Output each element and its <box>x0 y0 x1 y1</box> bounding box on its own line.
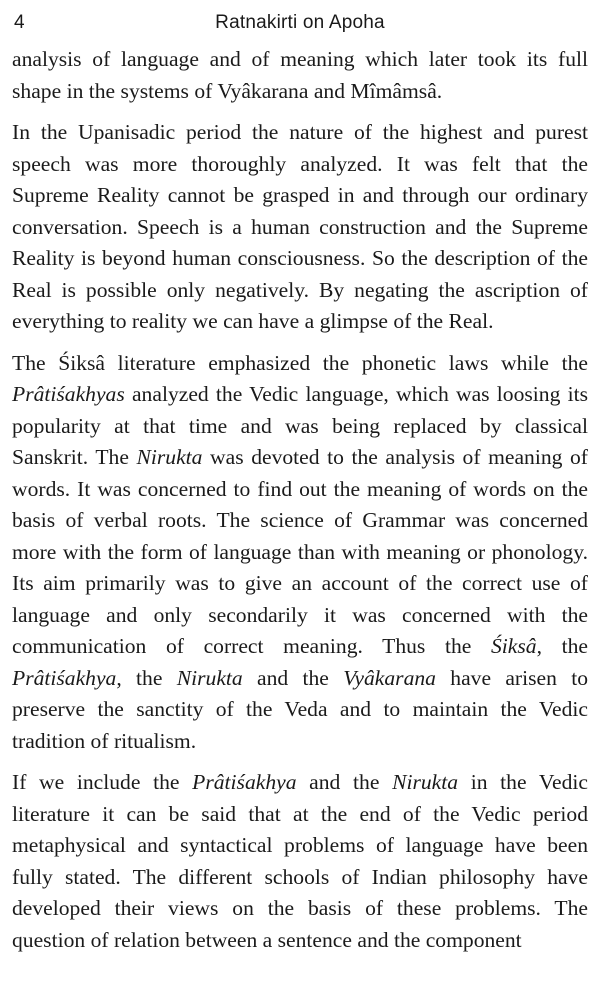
text-run: If we include the <box>12 770 193 794</box>
text-run: , the <box>116 665 177 690</box>
text-run: was devoted to the analysis of meaning of words. It was concerned to find out the meaning of words on the basis of verbal roots. The science of Grammar was concerned more with the form of language than with meaning or phonology. Its aim primarily was to give an account of the correct use of language and only secondarily it was concerned with the communication of correct meaning. Thus the <box>12 445 588 658</box>
running-head <box>0 8 600 38</box>
italic-term: Śiksâ <box>490 634 537 658</box>
paragraph-1 <box>12 44 588 107</box>
italic-term: Prâtiśakhya <box>192 770 297 794</box>
text-run: In the Upanisadic period the nature of the highest and purest speech was more thoroughly analyzed. It was felt that the Supreme Reality cannot be grasped in and through our ordinary conversation. Speech is a human construction and the Supreme Reality is beyond human consciousness. So the description of the Real is possible only negatively. By negating the ascription of everything to reality we can have a glimpse of the Real. <box>12 120 588 333</box>
paragraph-4 <box>12 767 588 956</box>
italic-term: Nirukta <box>176 665 243 690</box>
text-run: , the <box>536 634 588 658</box>
paragraph-3 <box>12 348 588 758</box>
italic-term: Vyâkarana <box>343 665 436 690</box>
text-run: The Śiksâ literature emphasized the phonetic laws while the <box>12 350 588 375</box>
page-number: 4 <box>14 12 25 33</box>
text-run: analyzed the Vedic language, which was loosing its popularity at that time and was being replaced by classical Sanskrit. The <box>12 382 588 469</box>
italic-term: Nirukta <box>392 770 459 794</box>
text-run: and the <box>242 665 344 690</box>
italic-term: Nirukta <box>136 445 203 469</box>
body-text <box>12 44 588 966</box>
paragraph-2 <box>12 117 588 338</box>
text-run: analysis of language and of meaning which later took its full shape in the systems of Vyâkarana and Mîmâmsâ. <box>12 47 588 103</box>
italic-term: Prâtiśakhyas <box>12 382 125 406</box>
running-title: Ratnakirti on Apoha <box>215 12 385 33</box>
text-run: and the <box>296 770 393 794</box>
text-run: have arisen to preserve the sanctity of the Veda and to maintain the Vedic tradition of ritualism. <box>12 665 588 753</box>
text-run: in the Vedic literature it can be said that at the end of the Vedic period metaphysical and syntactical problems of language have been fully stated. The different schools of Indian philosophy have developed their views on the basis of these problems. The question of relation between a sentence and the component <box>12 770 588 952</box>
italic-term: Prâtiśakhya <box>12 665 117 690</box>
